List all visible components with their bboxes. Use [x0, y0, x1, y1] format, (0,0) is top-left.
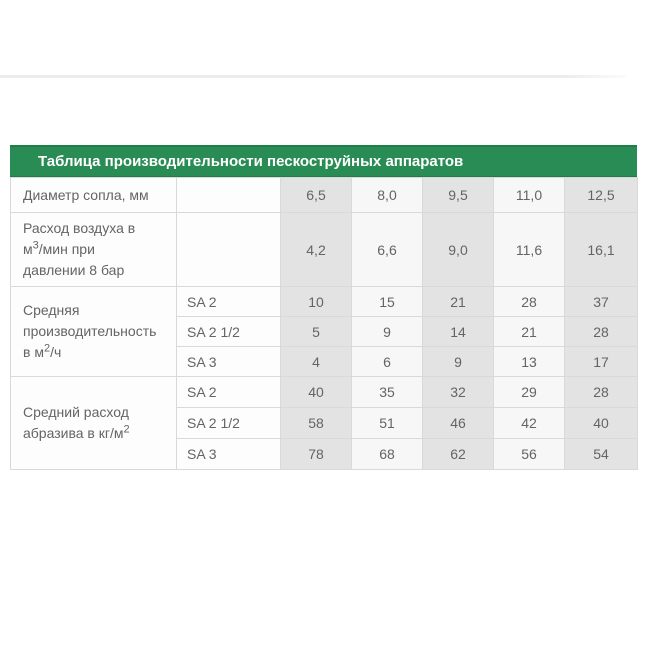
- value-cell: 13: [494, 347, 565, 377]
- value-cell: 6,6: [352, 213, 423, 287]
- value-cell: 9: [352, 317, 423, 347]
- value-cell: 4: [281, 347, 352, 377]
- empty-cell: [177, 213, 281, 287]
- abrasive-consumption-label: Средний расход абразива в $кг/м^2$: [11, 377, 177, 470]
- sa-class-cell: SA 2: [177, 287, 281, 317]
- table-row-nozzle-diameter: [11, 178, 638, 213]
- value-cell: 56: [494, 439, 565, 470]
- table-row-air-consumption: [11, 213, 638, 287]
- sa-class-cell: SA 3: [177, 439, 281, 470]
- value-cell: 9: [423, 347, 494, 377]
- performance-table-section: [10, 145, 637, 470]
- value-cell: 5: [281, 317, 352, 347]
- top-divider: [0, 75, 627, 78]
- empty-cell: [177, 178, 281, 213]
- table-row-productivity-sa2: [11, 287, 638, 317]
- value-cell: 40: [281, 377, 352, 408]
- value-cell: 51: [352, 408, 423, 439]
- value-cell: 29: [494, 377, 565, 408]
- value-cell: 54: [565, 439, 638, 470]
- value-cell: 21: [494, 317, 565, 347]
- value-cell: 9,5: [423, 178, 494, 213]
- table-title: Таблица производительности пескоструйных аппаратов: [38, 153, 464, 170]
- value-cell: 58: [281, 408, 352, 439]
- value-cell: 4,2: [281, 213, 352, 287]
- value-cell: 9,0: [423, 213, 494, 287]
- value-cell: 17: [565, 347, 638, 377]
- value-cell: 28: [565, 317, 638, 347]
- value-cell: 6,5: [281, 178, 352, 213]
- value-cell: 46: [423, 408, 494, 439]
- value-cell: 35: [352, 377, 423, 408]
- value-cell: 14: [423, 317, 494, 347]
- value-cell: 15: [352, 287, 423, 317]
- air-consumption-label: Расход воздуха в $м^3$/мин при давлении 8 бар: [11, 213, 177, 287]
- value-cell: 11,0: [494, 178, 565, 213]
- value-cell: 28: [494, 287, 565, 317]
- value-cell: 16,1: [565, 213, 638, 287]
- productivity-label: Средняя производительность в $м^2/ч$: [11, 287, 177, 377]
- value-cell: 40: [565, 408, 638, 439]
- nozzle-diameter-label: Диаметр сопла, мм: [11, 178, 177, 213]
- value-cell: 37: [565, 287, 638, 317]
- sa-class-cell: SA 2 1/2: [177, 317, 281, 347]
- value-cell: 62: [423, 439, 494, 470]
- sa-class-cell: SA 2 1/2: [177, 408, 281, 439]
- value-cell: 6: [352, 347, 423, 377]
- value-cell: 28: [565, 377, 638, 408]
- value-cell: 11,6: [494, 213, 565, 287]
- value-cell: 10: [281, 287, 352, 317]
- table-title-bar: [10, 145, 637, 177]
- value-cell: 78: [281, 439, 352, 470]
- value-cell: 42: [494, 408, 565, 439]
- value-cell: 32: [423, 377, 494, 408]
- value-cell: 68: [352, 439, 423, 470]
- table-row-abrasive-sa2: [11, 377, 638, 408]
- sa-class-cell: SA 3: [177, 347, 281, 377]
- performance-table: [10, 177, 638, 470]
- value-cell: 12,5: [565, 178, 638, 213]
- value-cell: 8,0: [352, 178, 423, 213]
- sa-class-cell: SA 2: [177, 377, 281, 408]
- value-cell: 21: [423, 287, 494, 317]
